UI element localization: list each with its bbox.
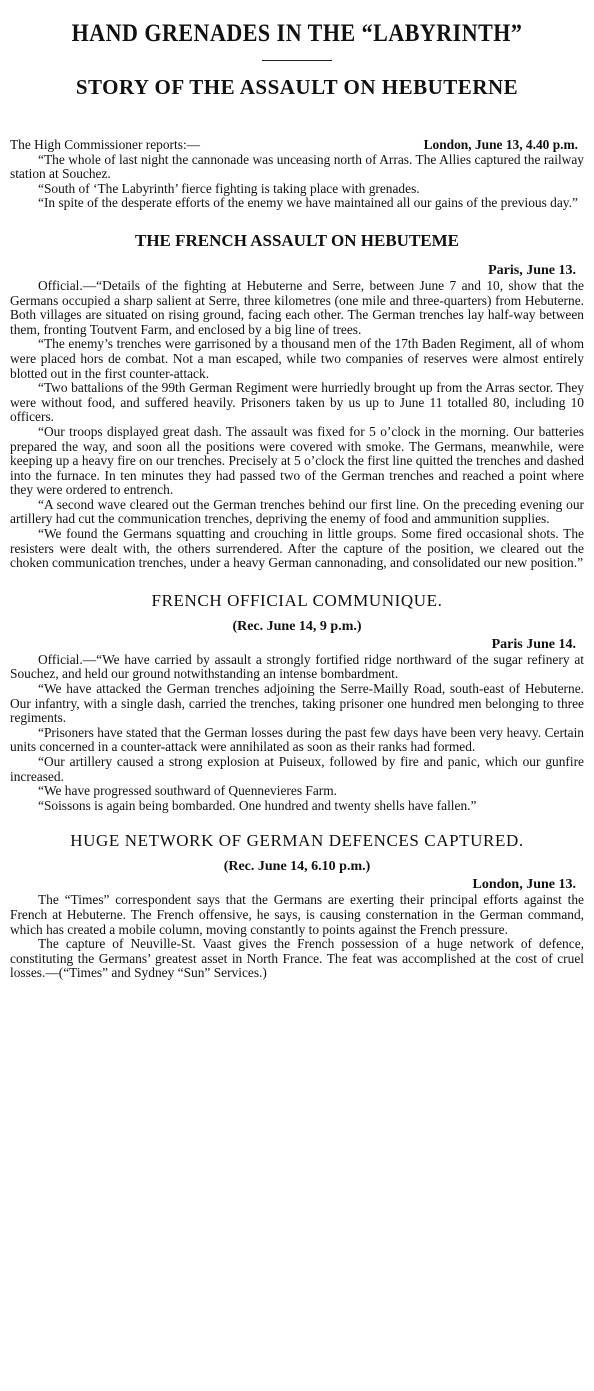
spacer: [10, 211, 584, 231]
section2-paragraph: “Soissons is again being bombarded. One hundred and twenty shells have fallen.”: [38, 797, 477, 813]
section1-paragraph: “A second wave cleared out the German trenches behind our first line. On the preceding evening our artillery had cut the communication trenches, depriving the enemy of food and ammunition supplies.: [10, 496, 584, 527]
spacer: [10, 100, 584, 138]
section2-paragraph: “We have attacked the German trenches adjoining the Serre-Mailly Road, south-east of Hebuterne. Our infantry, with a single dash, carried the trenches, taking prisoner one hundred men belonging to three regiments.: [10, 681, 584, 726]
spacer: [10, 571, 584, 591]
spacer: [10, 813, 584, 831]
section3-received: (Rec. June 14, 6.10 p.m.): [223, 859, 371, 875]
section1-dateline: Paris, June 13.: [488, 262, 576, 278]
headline-divider: [262, 60, 332, 61]
intro-paragraph: “In spite of the desperate efforts of the enemy we have maintained all our gains of the previous day.”: [38, 195, 578, 211]
headline: HAND GRENADES IN THE “LABYRINTH”: [71, 18, 523, 47]
section2-paragraph: “Prisoners have stated that the German losses during the past few days have been very heavy. Certain units concerned in a counter-attack were annihilated as soon as their ranks had formed.: [10, 724, 584, 755]
section1-paragraph: “We found the Germans squatting and crouching in little groups. Some fired occasional shots. The resisters were dealt with, the others surrendered. After the capture of the position, we cleared out the choken communication trenches, under a heavy German cannonading, and consolidated our new position.”: [10, 526, 584, 571]
intro-reporter-line: [10, 138, 584, 153]
section2-dateline: Paris June 14.: [491, 636, 576, 652]
section3-paragraph: The “Times” correspondent says that the Germans are exerting their principal efforts against the French at Hebuterne. The French offensive, he says, is causing consternation in the German command, which has created a mobile column, moving constantly to points against the French pressure.: [10, 892, 584, 937]
section1-paragraph: “Our troops displayed great dash. The assault was fixed for 5 o’clock in the morning. Our batteries prepared the way, and soon all the positions were covered with smoke. The Germans, meanwhile, were keeping up a heavy fire on our trenches. Precisely at 5 o’clock the first line quitted the trenches and dashed into the furnace. In ten minutes they had passed two of the German trenches and reached a point where they were ordered to entrench.: [10, 423, 584, 498]
section3-paragraph: The capture of Neuville-St. Vaast gives the French possession of a huge network of defence, constituting the Germans’ greatest asset in North France. The feat was accomplished at the cost of cruel losses.—(“Times” and Sydney “Sun” Services.): [10, 936, 584, 981]
section1-paragraph: “Two battalions of the 99th German Regiment were hurriedly brought up from the Arras sector. They were without food, and suffered heavily. Prisoners taken by us up to June 11 totalled 80, including 10 officers.: [10, 380, 584, 425]
section3-title: HUGE NETWORK OF GERMAN DEFENCES CAPTURED.: [70, 831, 524, 851]
intro-paragraph: “South of ‘The Labyrinth’ fierce fighting is taking place with grenades.: [38, 180, 420, 196]
spacer: [10, 251, 584, 263]
section2-received: (Rec. June 14, 9 p.m.): [232, 618, 362, 634]
section2-paragraph: “We have progressed southward of Quennevieres Farm.: [38, 783, 337, 799]
section1-title: THE FRENCH ASSAULT ON HEBUTEME: [134, 230, 460, 250]
intro-reporter: The High Commissioner reports:—: [10, 137, 201, 152]
intro-paragraph: “The whole of last night the cannonade was unceasing north of Arras. The Allies captured the railway station at Souchez.: [10, 151, 584, 182]
section1-paragraph: Official.—“Details of the fighting at Hebuterne and Serre, between June 7 and 10, show that the Germans occupied a sharp salient at Serre, three kilometres (one mile and three-quarters) from Hebuterne. Both villages are situated on rising ground, facing each other. The German trenches lay half-way between them, fronting Toutvent Farm, and enclosed by a big line of trees.: [10, 277, 584, 337]
section1-paragraph: “The enemy’s trenches were garrisoned by a thousand men of the 17th Baden Regiment, all of whom were placed hors de combat. Not a man escaped, while two companies of reserves were almost entirely blotted out in the first counter-attack.: [10, 336, 584, 381]
section2-title: FRENCH OFFICIAL COMMUNIQUE.: [151, 590, 443, 610]
section2-paragraph: Official.—“We have carried by assault a strongly fortified ridge northward of the sugar refinery at Souchez, and held our ground notwithstanding an intense bombardment.: [10, 651, 584, 682]
section3-dateline: London, June 13.: [472, 877, 576, 893]
subheadline: STORY OF THE ASSAULT ON HEBUTERNE: [75, 75, 519, 99]
intro-dateline: London, June 13, 4.40 p.m.: [423, 137, 578, 152]
section2-paragraph: “Our artillery caused a strong explosion at Puiseux, followed by fire and panic, which our gunfire increased.: [10, 754, 584, 784]
